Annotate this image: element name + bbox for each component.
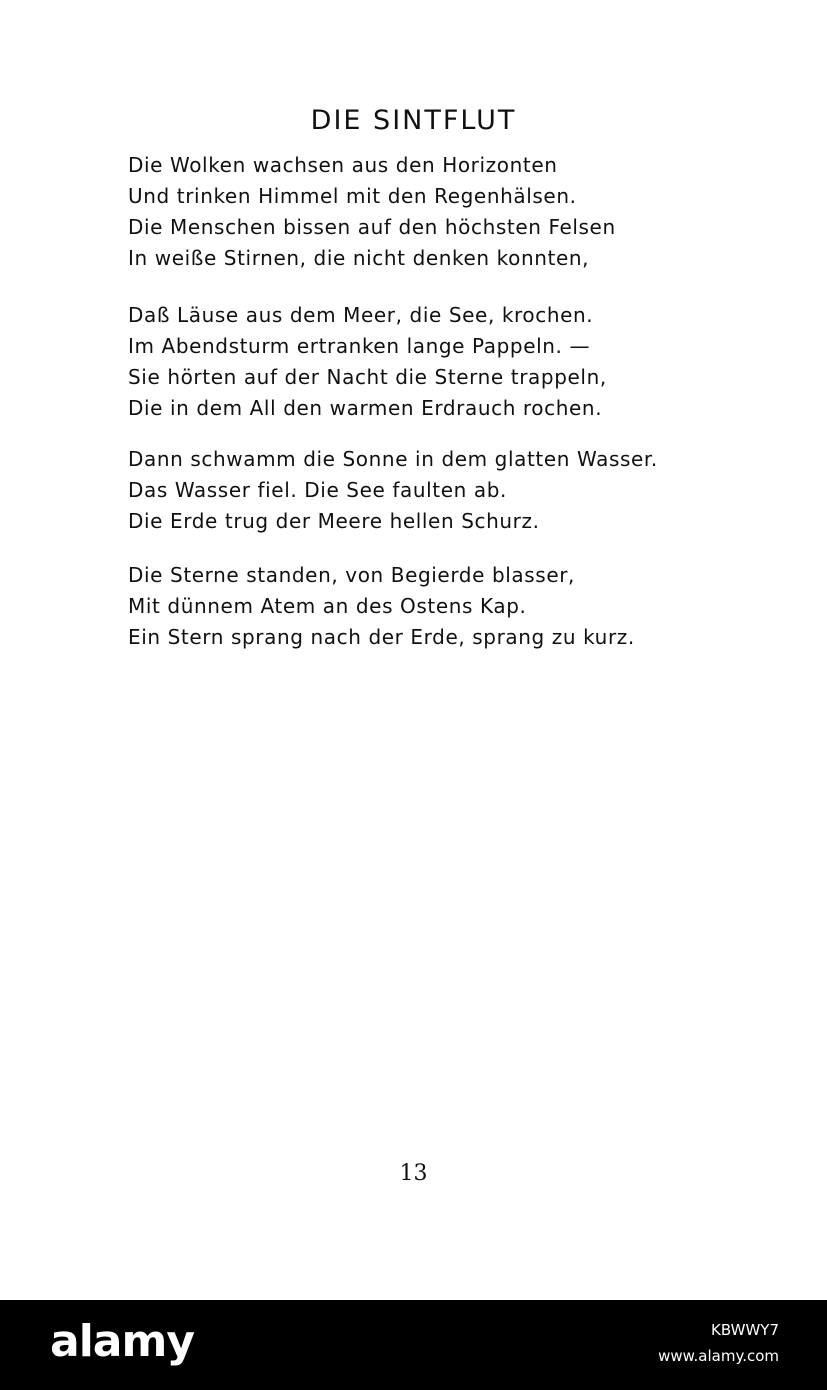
stanza-4 [128,560,728,653]
site-url: www.alamy.com [658,1347,779,1365]
poem-line: Das Wasser fiel. Die See faulten ab. [128,478,507,502]
poem-line: Die Sterne standen, von Begierde blasser, [128,563,576,587]
stanza-2 [128,300,728,424]
poem-title: DIE SINTFLUT [310,105,517,136]
poem-line: Daß Läuse aus dem Meer, die See, krochen. [128,303,594,327]
poem-line: Mit dünnem Atem an des Ostens Kap. [128,594,527,618]
poem-line: Die Wolken wachsen aus den Horizonten [128,153,558,177]
poem-line: In weiße Stirnen, die nicht denken konnten, [128,246,590,270]
poem-line: Dann schwamm die Sonne in dem glatten Wasser. [128,447,658,471]
stanza-1 [128,150,728,274]
poem-line: Die Menschen bissen auf den höchsten Felsen [128,215,616,239]
stanza-3 [128,444,728,537]
page-number: 13 [399,1161,428,1186]
poem-line: Sie hörten auf der Nacht die Sterne trappeln, [128,365,607,389]
poem-line: Die in dem All den warmen Erdrauch rochen. [128,396,603,420]
poem-line: Im Abendsturm ertranken lange Pappeln. — [128,334,591,358]
alamy-logo: alamy [50,1316,194,1367]
watermark-bar [0,1300,827,1390]
poem-line: Und trinken Himmel mit den Regenhälsen. [128,184,577,208]
poem-line: Ein Stern sprang nach der Erde, sprang zu kurz. [128,625,635,649]
poem-line: Die Erde trug der Meere hellen Schurz. [128,509,540,533]
image-id: KBWWY7 [711,1321,779,1339]
